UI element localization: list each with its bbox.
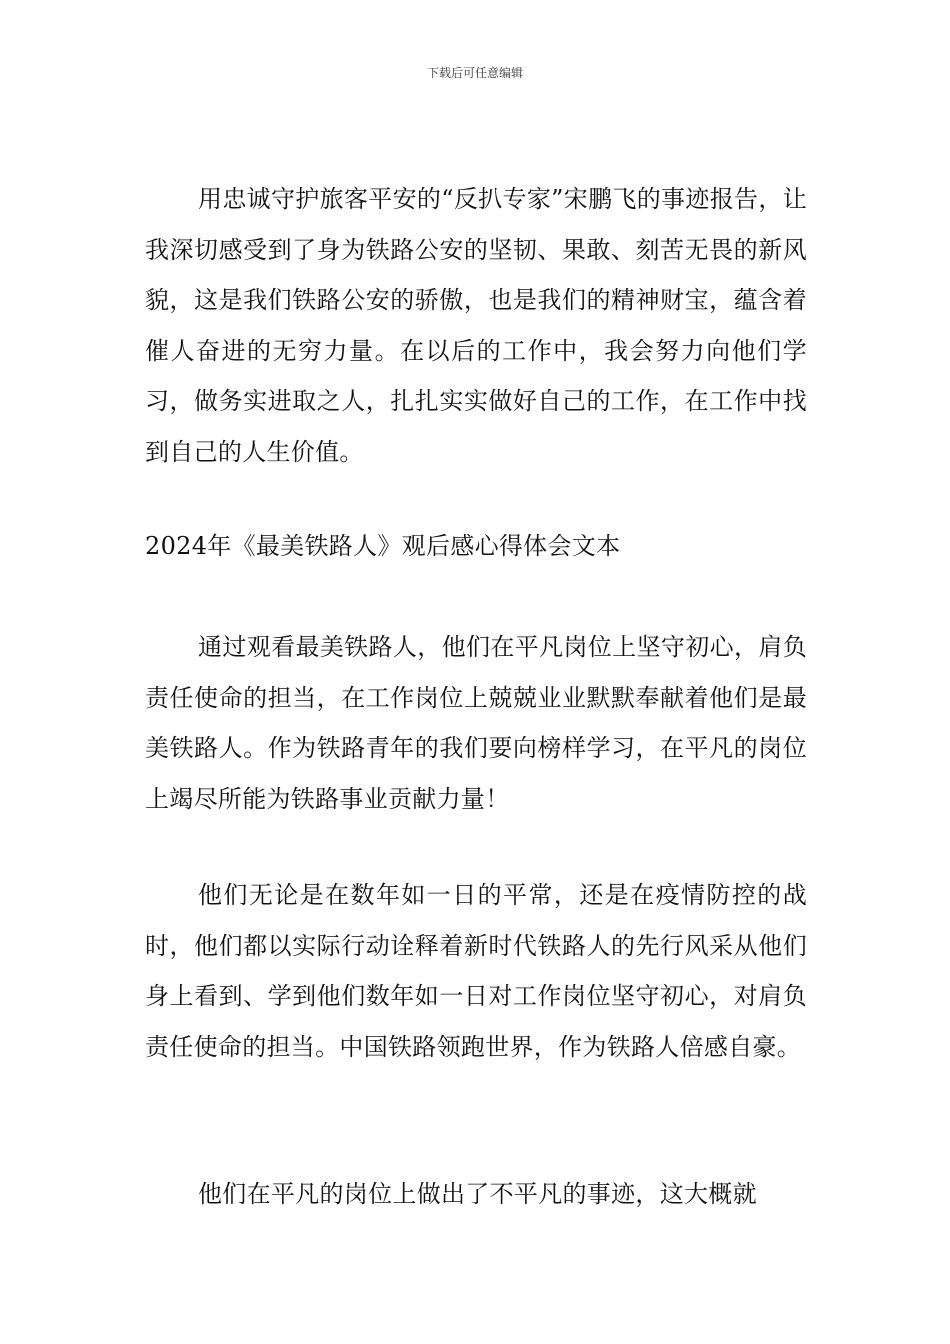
paragraph-3: 他们无论是在数年如一日的平常，还是在疫情防控的战时，他们都以实际行动诠释着新时代铁路人的先行风采从他们身上看到、学到他们数年如一日对工作岗位坚守初心，对肩负责任使命的担当。中国铁路领跑世界，作为铁路人倍感自豪。 xyxy=(145,881,807,1061)
paragraph-3-block xyxy=(145,870,807,1072)
paragraph-4: 他们在平凡的岗位上做出了不平凡的事迹，这大概就 xyxy=(198,1180,757,1208)
subtitle-block xyxy=(145,521,807,572)
document-subtitle: 2024年《最美铁路人》观后感心得体会文本 xyxy=(145,532,621,560)
paragraph-1: 用忠诚守护旅客平安的“反扒专家”宋鹏飞的事迹报告，让我深切感受到了身为铁路公安的坚韧、果敢、刻苦无畏的新风貌，这是我们铁路公安的骄傲，也是我们的精神财宝，蕴含着催人奋进的无穷力量。在以后的工作中，我会努力向他们学习，做务实进取之人，扎扎实实做好自己的工作，在工作中找到自己的人生价值。 xyxy=(145,185,807,466)
paragraph-2-block xyxy=(145,622,807,824)
page-header-note: 下载后可任意编辑 xyxy=(426,66,523,80)
paragraph-2: 通过观看最美铁路人，他们在平凡岗位上坚守初心，肩负责任使命的担当，在工作岗位上兢兢业业默默奉献着他们是最美铁路人。作为铁路青年的我们要向榜样学习，在平凡的岗位上竭尽所能为铁路事业贡献力量！ xyxy=(145,633,807,813)
paragraph-4-block xyxy=(145,1169,807,1220)
paragraph-1-block xyxy=(145,174,807,477)
